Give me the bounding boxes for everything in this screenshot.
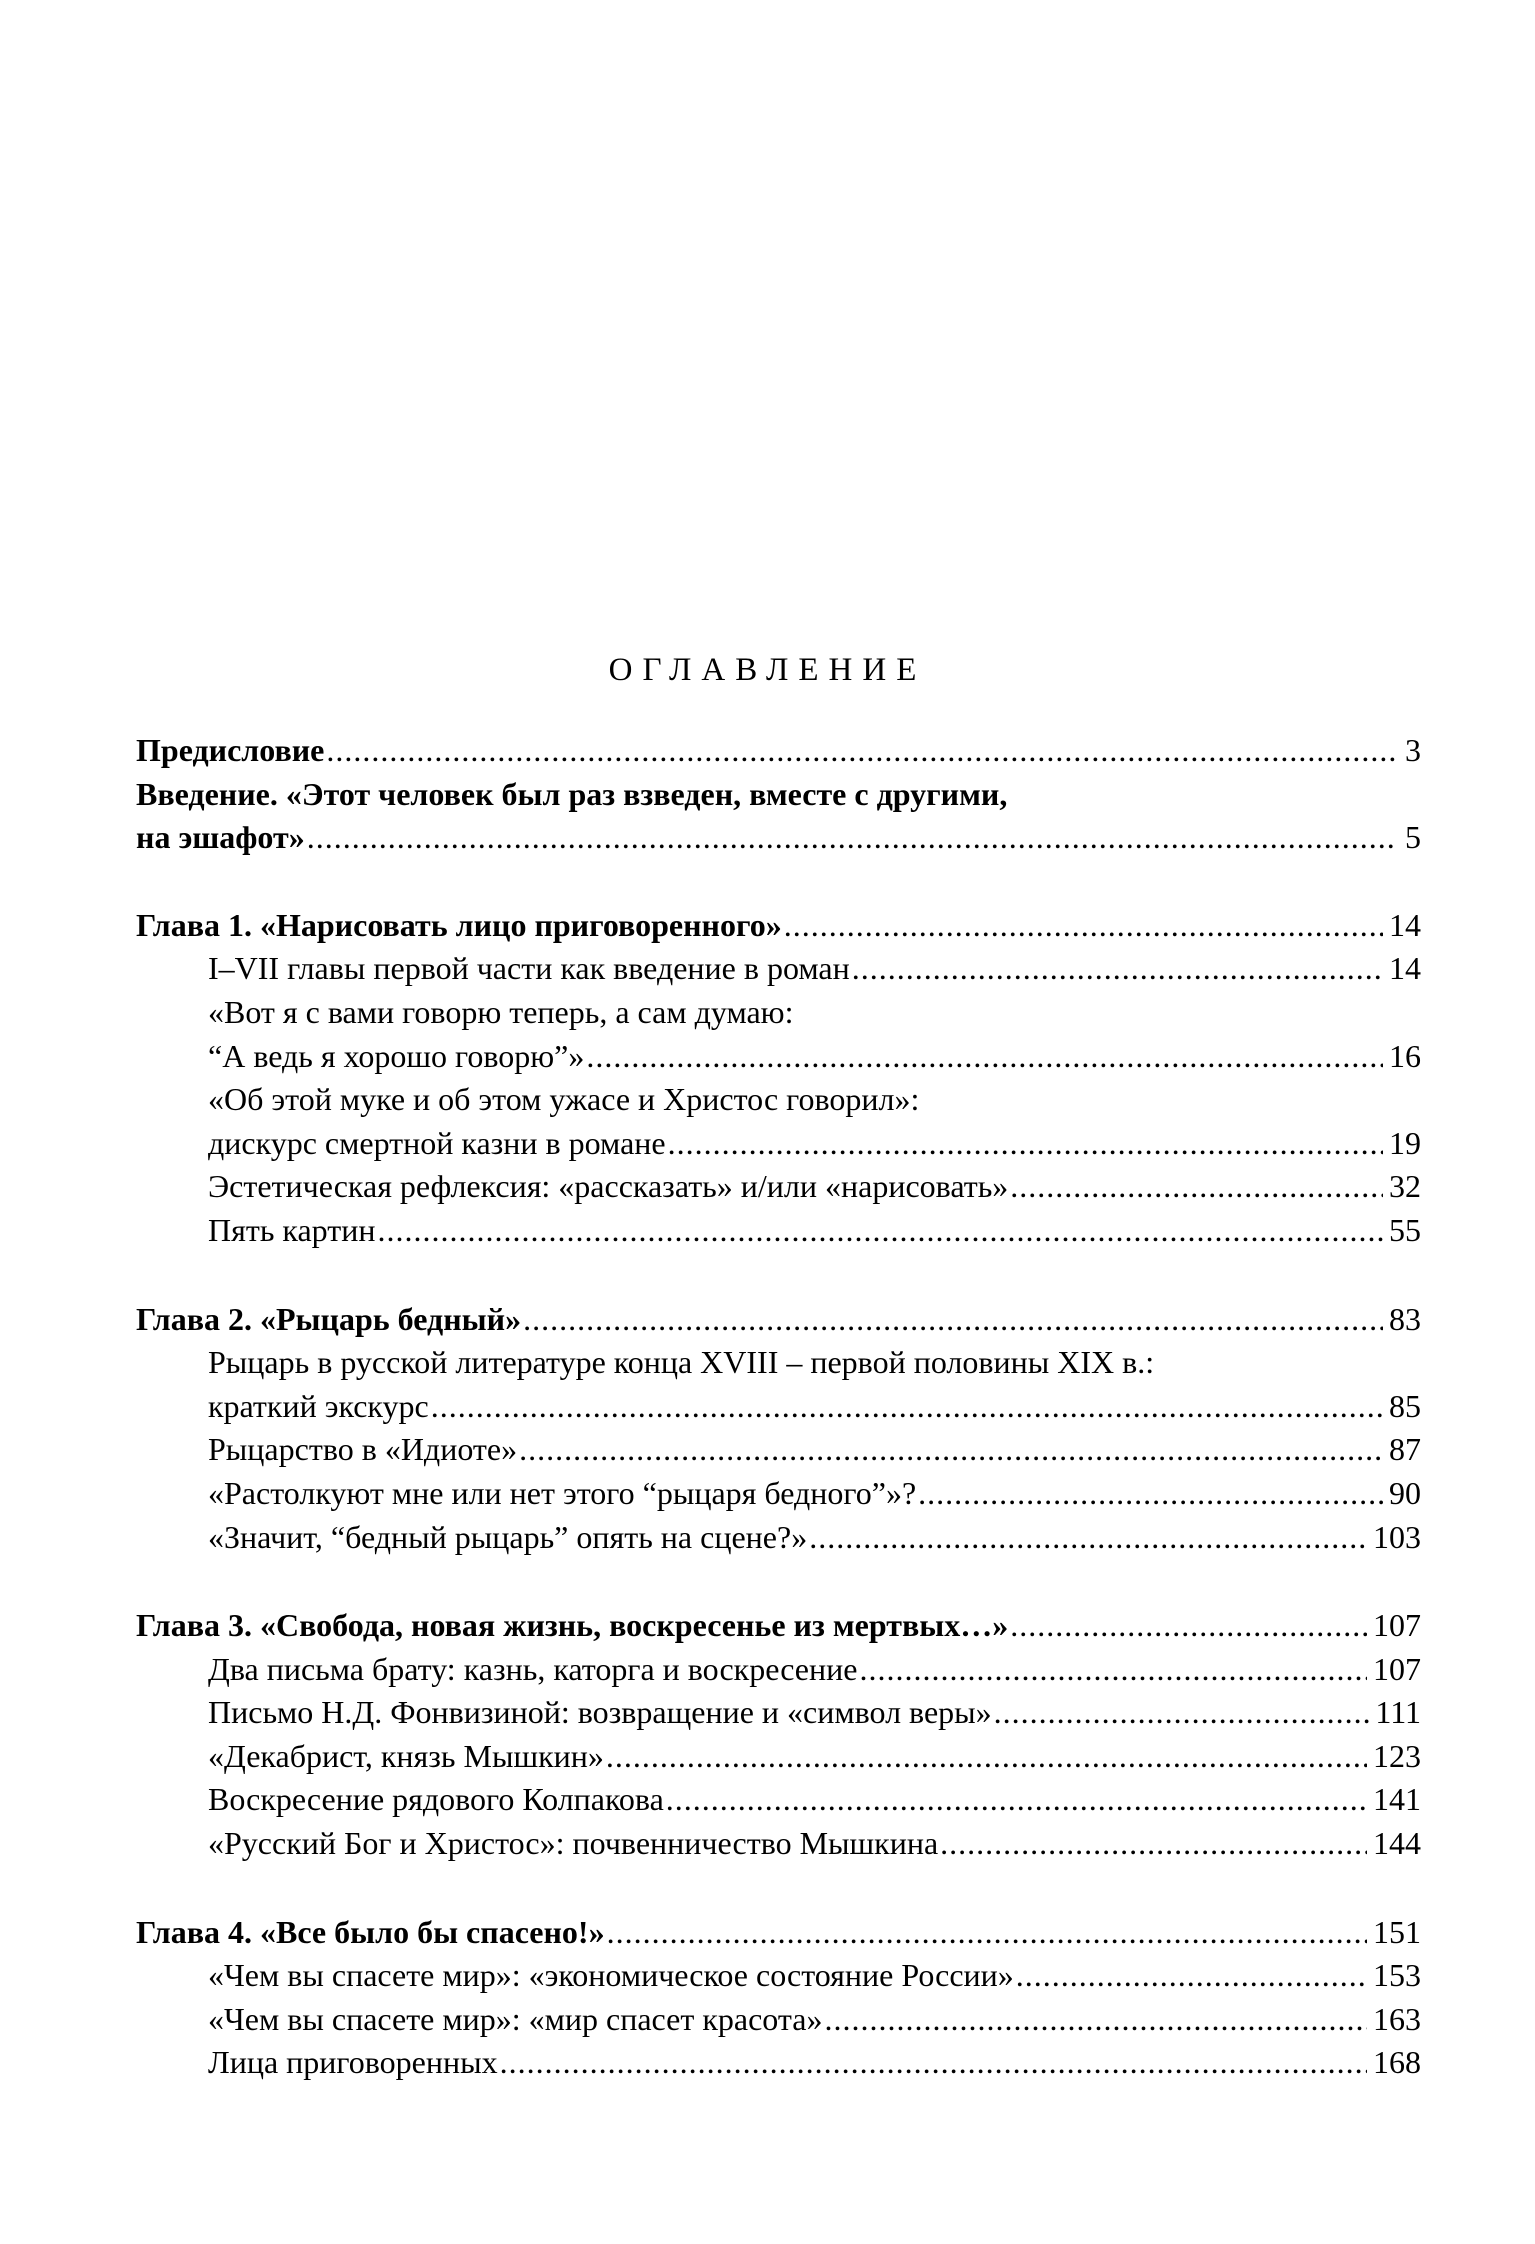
dot-leader (918, 1472, 1383, 1516)
toc-heading[interactable] (136, 1604, 1421, 1648)
toc-entry-title: Глава 2. «Рыцарь бедный» (136, 1300, 522, 1337)
toc-page-number: 5 (1405, 819, 1421, 856)
toc-entry[interactable] (136, 1165, 1421, 1209)
dot-leader (377, 1209, 1383, 1253)
toc-page-number: 163 (1373, 2000, 1421, 2037)
toc-page-number: 144 (1373, 1825, 1421, 1862)
toc-page-number: 14 (1389, 906, 1421, 943)
toc-entry[interactable] (136, 1822, 1421, 1866)
toc-entry-title: «Декабрист, князь Мышкин» (208, 1737, 604, 1774)
dot-leader (519, 1428, 1383, 1472)
toc-entry[interactable] (136, 1998, 1421, 2042)
toc-entry-title: Пять картин (208, 1211, 376, 1248)
toc-entry[interactable] (136, 1122, 1421, 1166)
dot-leader (784, 904, 1383, 948)
toc-entry-title: на эшафот» (136, 819, 305, 856)
toc-entry-title: Эстетическая рефлексия: «рассказать» и/или «нарисовать» (208, 1168, 1009, 1205)
dot-leader (431, 1385, 1383, 1429)
toc-entry-title: Глава 4. «Все было бы спасено!» (136, 1913, 605, 1950)
toc-page-number: 90 (1389, 1474, 1421, 1511)
toc-entry-title: «Русский Бог и Христос»: почвенничество Мышкина (208, 1825, 939, 1862)
dot-leader (607, 1911, 1367, 1955)
toc-entry-title: «Растолкуют мне или нет этого “рыцаря бедного”»? (208, 1474, 917, 1511)
dot-leader (859, 1648, 1367, 1692)
toc-heading[interactable] (136, 729, 1421, 773)
toc-page-number: 55 (1389, 1211, 1421, 1248)
toc-page-number: 19 (1389, 1124, 1421, 1161)
dot-leader (852, 947, 1383, 991)
toc-page-number: 107 (1373, 1607, 1421, 1644)
dot-leader (500, 2041, 1367, 2085)
dot-leader (666, 1778, 1367, 1822)
toc-entry-title: I–VII главы первой части как введение в роман (208, 950, 850, 987)
toc-page-number: 32 (1389, 1168, 1421, 1205)
toc-page-number: 141 (1373, 1781, 1421, 1818)
toc-section (136, 1604, 1421, 1866)
dot-leader (1010, 1165, 1383, 1209)
table-of-contents (136, 729, 1421, 2130)
toc-page-number: 14 (1389, 950, 1421, 987)
toc-entry[interactable] (136, 1209, 1421, 1253)
toc-entry-title: Письмо Н.Д. Фонвизиной: возвращение и «символ веры» (208, 1694, 992, 1731)
toc-entry-title: Рыцарство в «Идиоте» (208, 1431, 518, 1468)
toc-heading[interactable] (136, 816, 1421, 860)
toc-page-number: 16 (1389, 1037, 1421, 1074)
toc-page-number: 3 (1405, 732, 1421, 768)
toc-section (136, 904, 1421, 1253)
toc-section (136, 1911, 1421, 2085)
dot-leader (523, 1298, 1383, 1342)
toc-entry-title: Воскресение рядового Колпакова (208, 1781, 664, 1818)
dot-leader (994, 1691, 1370, 1735)
toc-page-number: 83 (1389, 1300, 1421, 1337)
page-title: ОГЛАВЛЕНИЕ (608, 652, 927, 688)
toc-entry-title: Глава 3. «Свобода, новая жизнь, воскресенье из мертвых…» (136, 1607, 1009, 1644)
toc-entry[interactable] (136, 1428, 1421, 1472)
toc-entry[interactable] (136, 1516, 1421, 1560)
toc-page-number: 111 (1375, 1694, 1421, 1731)
toc-entry[interactable] (136, 1648, 1421, 1692)
toc-entry-title: Предисловие (136, 732, 325, 768)
toc-entry[interactable] (136, 1954, 1421, 1998)
toc-page-number: 151 (1373, 1913, 1421, 1950)
toc-entry-title: Лица приговоренных (208, 2044, 498, 2081)
toc-page-number: 153 (1373, 1957, 1421, 1994)
toc-page-number: 85 (1389, 1387, 1421, 1424)
toc-entry-title: краткий экскурс (208, 1387, 429, 1424)
dot-leader (940, 1822, 1367, 1866)
toc-heading-line: Введение. «Этот человек был раз взведен, вместе с другими, (136, 775, 1008, 812)
toc-entry-title: «Чем вы спасете мир»: «мир спасет красота» (208, 2000, 823, 2037)
dot-leader (307, 816, 1395, 860)
toc-entry[interactable] (136, 1735, 1421, 1779)
toc-section (136, 1298, 1421, 1560)
toc-entry-title: дискурс смертной казни в романе (208, 1124, 666, 1161)
toc-entry[interactable] (136, 1035, 1421, 1079)
toc-entry-title: “А ведь я хорошо говорю”» (208, 1037, 585, 1074)
toc-entry[interactable] (136, 947, 1421, 991)
toc-entry-line: «Вот я с вами говорю теперь, а сам думаю: (208, 993, 794, 1030)
toc-entry[interactable] (136, 1472, 1421, 1516)
dot-leader (326, 729, 1395, 773)
dot-leader (824, 1998, 1367, 2042)
toc-entry[interactable] (136, 2041, 1421, 2085)
toc-page-number: 168 (1373, 2044, 1421, 2081)
toc-entry[interactable] (136, 1778, 1421, 1822)
toc-entry[interactable] (136, 1691, 1421, 1735)
toc-heading[interactable] (136, 1298, 1421, 1342)
toc-page-number: 107 (1373, 1650, 1421, 1687)
dot-leader (668, 1122, 1383, 1166)
toc-page-number: 103 (1373, 1518, 1421, 1555)
toc-heading[interactable] (136, 1911, 1421, 1955)
toc-page-number: 123 (1373, 1737, 1421, 1774)
toc-page-number: 87 (1389, 1431, 1421, 1468)
toc-entry[interactable] (136, 1385, 1421, 1429)
toc-entry-line: «Об этой муке и об этом ужасе и Христос говорил»: (208, 1081, 920, 1118)
toc-heading[interactable] (136, 904, 1421, 948)
toc-entry-title: Глава 1. «Нарисовать лицо приговоренного» (136, 906, 782, 943)
dot-leader (1010, 1604, 1367, 1648)
toc-entry-title: Два письма брату: казнь, каторга и воскресение (208, 1650, 858, 1687)
toc-entry-line: Рыцарь в русской литературе конца XVIII – первой половины XIX в.: (208, 1344, 1155, 1381)
dot-leader (606, 1735, 1367, 1779)
dot-leader (586, 1035, 1383, 1079)
toc-entry-title: «Чем вы спасете мир»: «экономическое состояние России» (208, 1957, 1014, 1994)
dot-leader (1016, 1954, 1367, 1998)
toc-entry-title: «Значит, “бедный рыцарь” опять на сцене?» (208, 1518, 808, 1555)
toc-section (136, 729, 1421, 860)
dot-leader (809, 1516, 1367, 1560)
